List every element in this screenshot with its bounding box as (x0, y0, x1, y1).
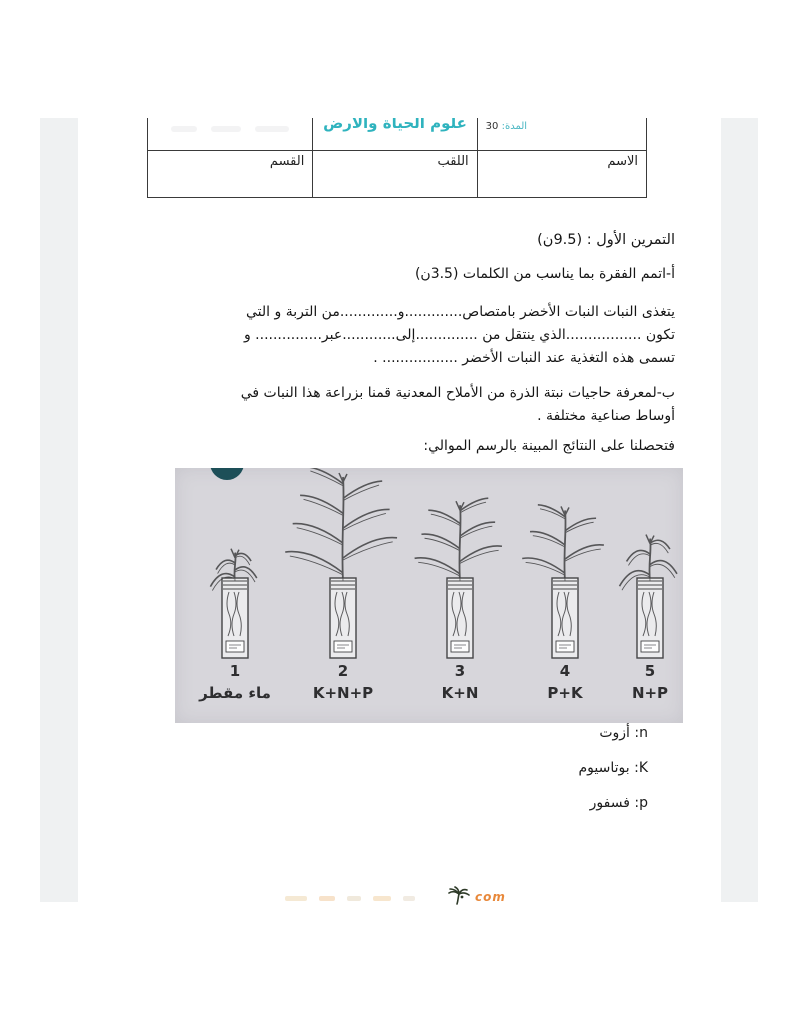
watermark-site-text: com (475, 890, 506, 904)
tube-1-medium: ماء مقطر (199, 684, 271, 702)
faded-text-smudges (148, 118, 312, 132)
class-field-cell (148, 151, 312, 197)
header-table-row-top (148, 118, 646, 151)
name-field-cell (477, 151, 646, 197)
tube-4 (522, 505, 604, 658)
header-faint-cell (148, 118, 312, 150)
tube-3 (415, 498, 502, 658)
logo-fragment-circle (210, 468, 244, 480)
exercise-title: التمرين الأول : (9.5ن) (537, 232, 675, 248)
palm-tree-icon (447, 886, 471, 906)
legend-phosphorus: p: فسفور (589, 795, 648, 811)
watermark (285, 886, 521, 908)
class-label: القسم (269, 154, 305, 169)
legend-potassium: K: بوتاسيوم (578, 760, 648, 776)
tube-2 (285, 468, 397, 658)
duration-value: 30 (485, 121, 499, 132)
part-b-line-2: أوساط صناعية مختلفة . (537, 408, 675, 424)
part-a-heading: أ-اتمم الفقرة بما يناسب من الكلمات (3.5ن) (414, 266, 675, 282)
faded-watermark-text (285, 896, 415, 901)
tube-2-medium: K+N+P (312, 684, 374, 702)
legend-nitrogen: n: أزوت (599, 725, 648, 741)
scan-margin-right (721, 118, 758, 902)
part-b-paragraph (241, 382, 675, 428)
tube-4-medium: P+K (547, 684, 583, 702)
tube-3-number: 3 (454, 662, 466, 680)
tube-5-number: 5 (644, 662, 656, 680)
subject-title: علوم الحياة والارض (323, 118, 467, 132)
surname-label: اللقب (437, 154, 469, 169)
header-table-row-fields (148, 151, 646, 197)
tube-2-number: 2 (337, 662, 349, 680)
tube-1-number: 1 (229, 662, 241, 680)
tube-4-number: 4 (559, 662, 571, 680)
tube-5 (620, 535, 677, 658)
fill-in-paragraph (244, 301, 675, 370)
paragraph-line-3: تسمى هذه التغذية عند النبات الأخضر ................. . (373, 350, 675, 366)
name-label: الاسم (607, 154, 638, 169)
header-table (147, 118, 647, 198)
part-b-line-1: ب-لمعرفة حاجيات نبتة الذرة من الأملاح المعدنية قمنا بزراعة هذا النبات في (240, 385, 675, 401)
tube-3-medium: K+N (441, 684, 479, 702)
paragraph-line-1: يتغذى النبات النبات الأخضر بامتصاص.............و.............من التربة و التي (246, 304, 675, 320)
paragraph-line-2: تكون .................الذي ينتقل من ..............إلى............عبر............... و (243, 327, 675, 343)
duration-cell (477, 118, 646, 150)
results-intro-line: فتحصلنا على النتائج المبينة بالرسم الموالي: (423, 438, 675, 454)
subject-cell (312, 118, 476, 150)
experiment-figure (175, 468, 683, 723)
scan-margin-left (40, 118, 78, 902)
tube-5-medium: N+P (631, 684, 669, 702)
tube-1 (210, 549, 256, 658)
duration-label: المدة: (501, 121, 528, 132)
surname-field-cell (312, 151, 476, 197)
